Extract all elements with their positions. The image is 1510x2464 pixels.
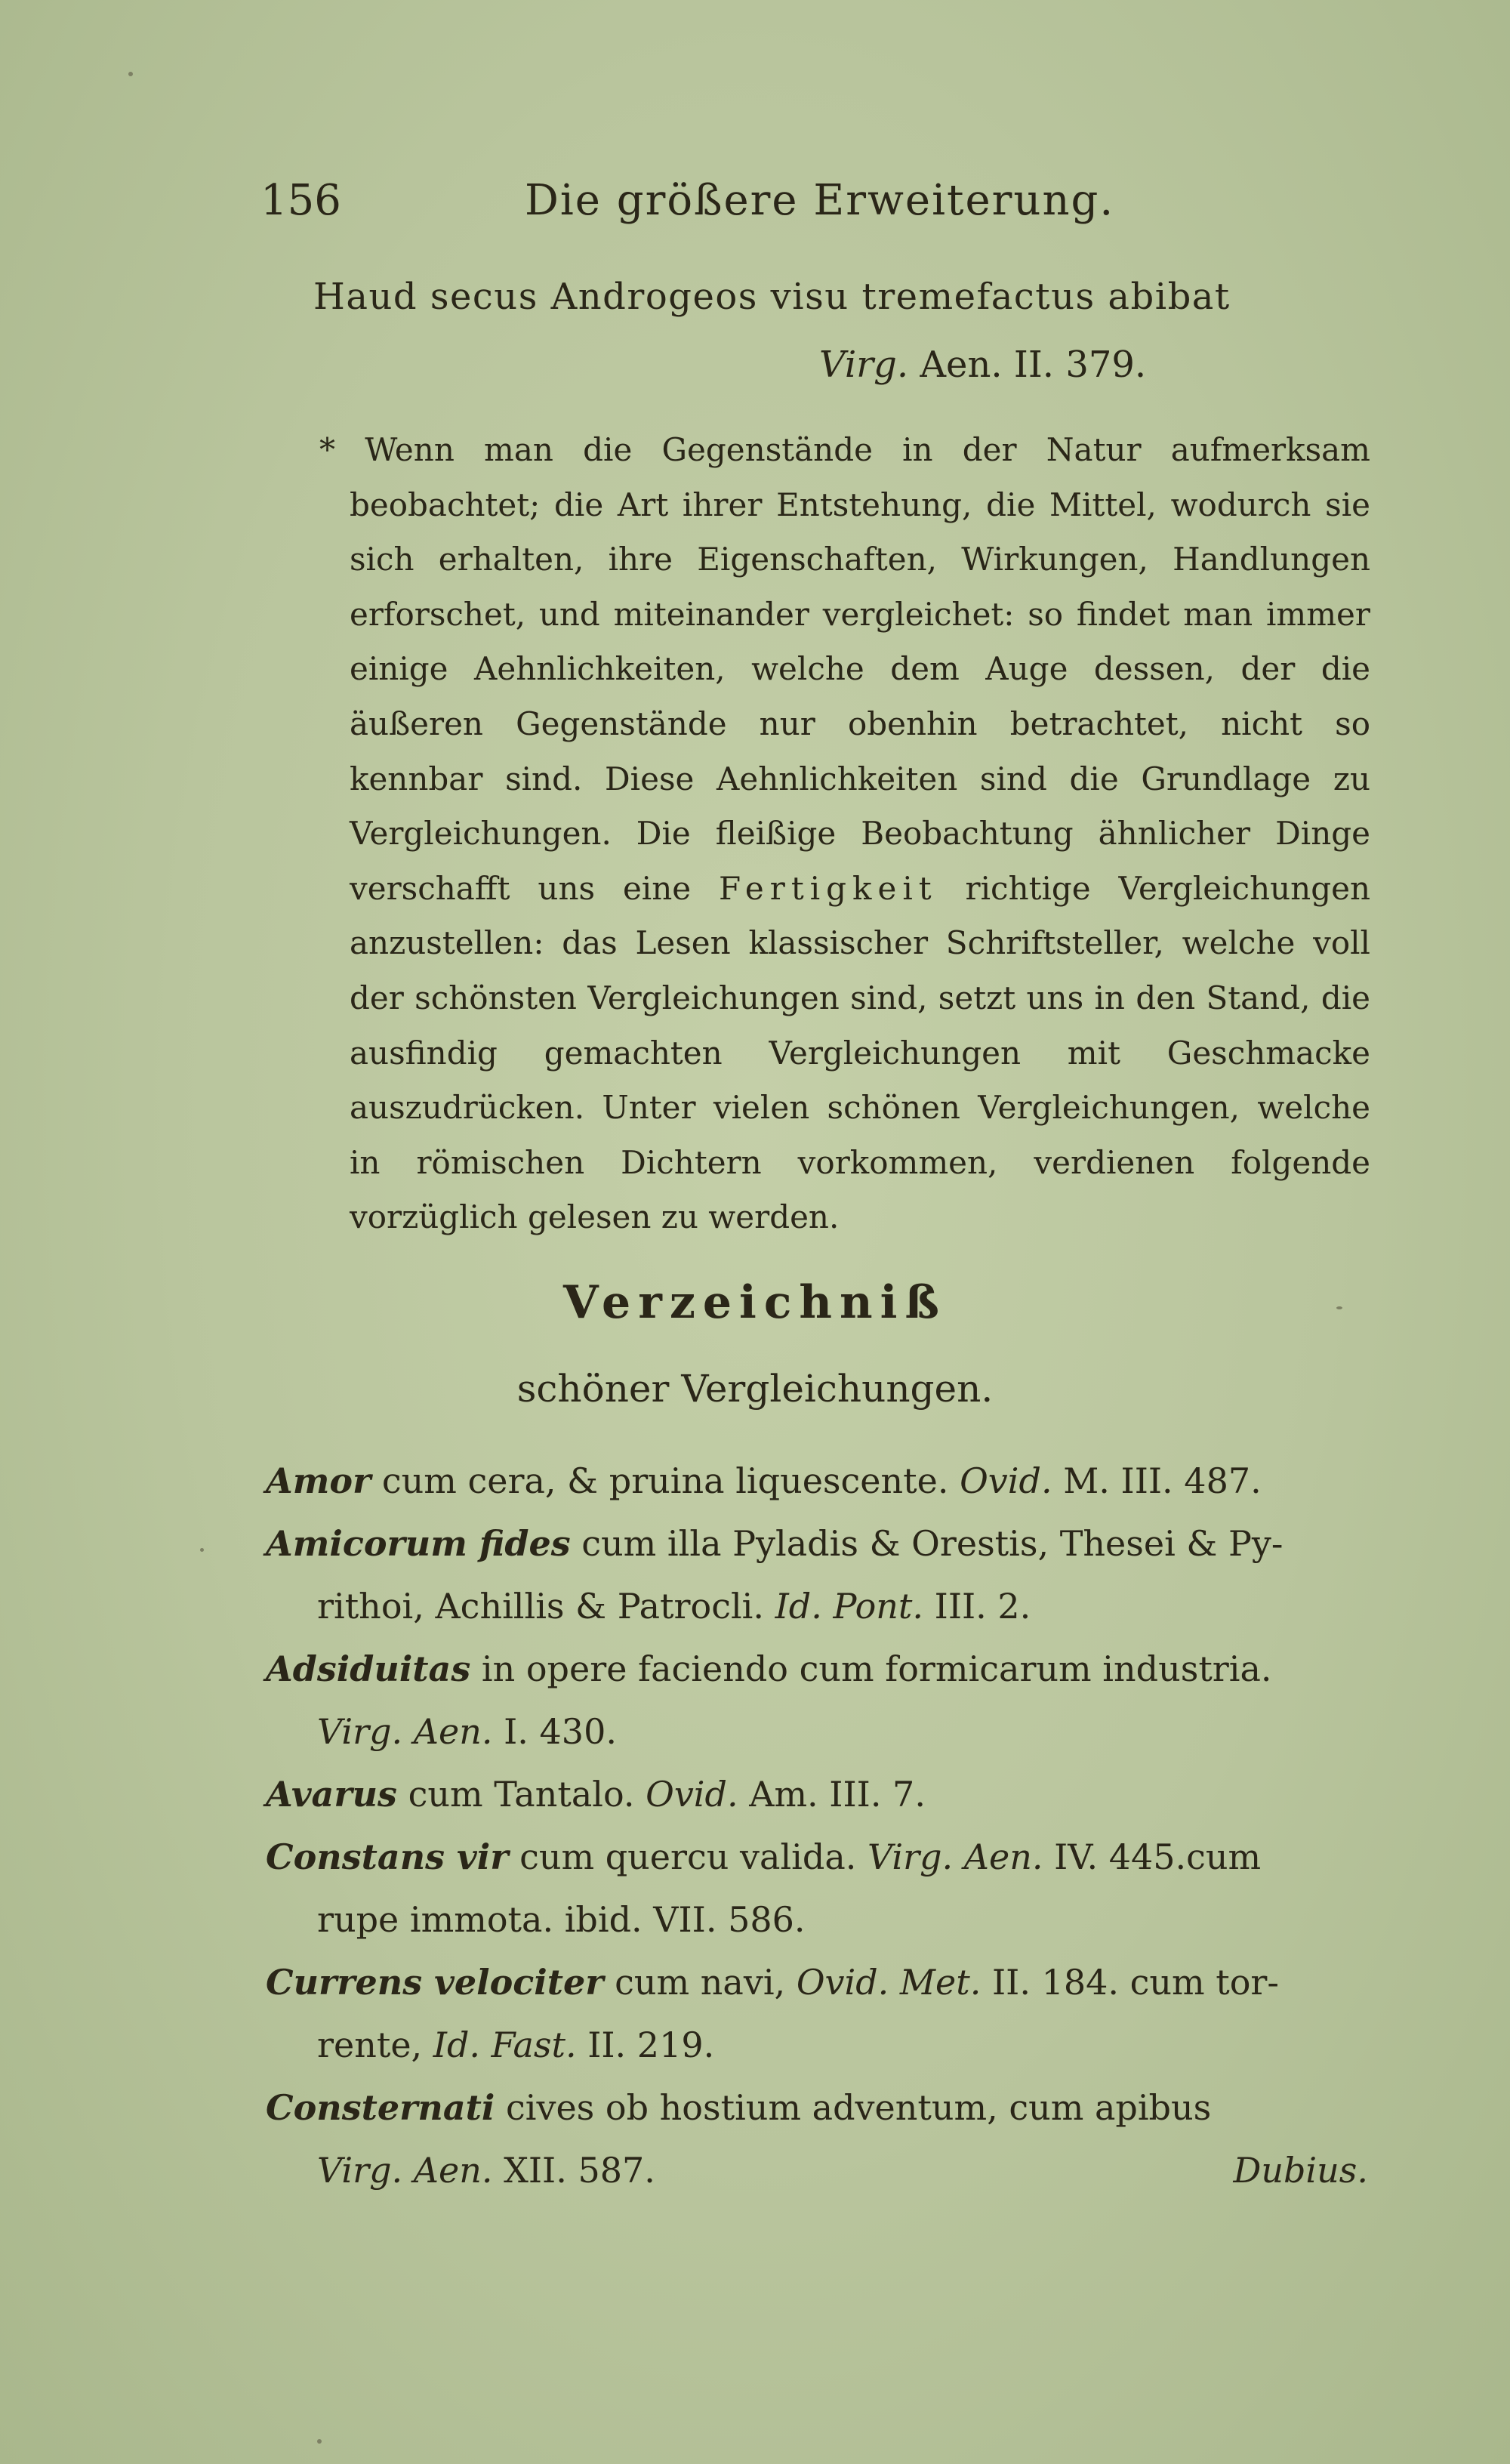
entry-text: cum Tantalo. [408, 1774, 635, 1815]
section-subheading: schöner Vergleichungen. [516, 1367, 994, 1411]
footnote-text-2: richtige Vergleichungen anzustellen: das Lesen klassischer Schriftsteller, welche voll der schönsten Vergleichungen sind, setzt uns in den Stand, die ausfindig gemachten Vergleichungen mit Geschmacke auszudrücken. Unter vielen schönen Vergleichungen, welche in römischen Dichtern vorkommen, verdienen folgende vorzüglich gelesen zu werden. [350, 869, 1371, 1236]
footnote-spaced-word: Fertigkeit [719, 869, 938, 907]
footnote-text-1: Wenn man die Gegenstände in der Natur aufmerksam beobachtet; die Art ihrer Entstehung, die Mittel, wodurch sie sich erhalten, ihre Eigenschaften, Wirkungen, Handlungen erforschet, und miteinander vergleichet: so findet man immer einige Aehnlichkeiten, welche dem Auge dessen, der die äußeren Gegenstände nur obenhin betrachtet, nicht so kennbar sind. Diese Aehnlichkeiten sind die Grundlage zu Vergleichungen. Die fleißige Beobachtung ähnlicher Dinge verschafft uns eine [350, 431, 1371, 907]
entry-text: cum navi, [615, 1962, 786, 2003]
entry-ref: II. 219. [587, 2025, 715, 2065]
section-heading: Verzeichniß [562, 1276, 948, 1329]
entry-ref: M. III. 487. [1063, 1460, 1262, 1501]
entry-ref: IV. 445.cum [1054, 1836, 1262, 1877]
entry-ref: Am. III. 7. [749, 1774, 926, 1815]
footnote-marker: * [319, 431, 335, 468]
motto-author: Virg. [819, 344, 909, 386]
entry-text: in opere faciendo cum formicarum industria. [481, 1648, 1272, 1689]
entry-cite: Ovid. Met. [796, 1962, 982, 2003]
motto-quote: Haud secus Androgeos visu tremefactus abibat [313, 276, 1231, 318]
entry-lead: Avarus [266, 1774, 397, 1815]
entry-cite: Virg. Aen. [317, 2150, 493, 2191]
list-item [266, 1513, 1368, 1638]
comparison-list [266, 1450, 1368, 2202]
running-header [260, 170, 1287, 238]
paper-speck [317, 2439, 322, 2444]
entry-ref: II. 184. cum tor- [991, 1962, 1279, 2003]
entry-lead: Amor [266, 1460, 371, 1501]
entry-text: cives ob hostium adventum, cum apibus [505, 2087, 1212, 2128]
entry-signature: Dubius. [1233, 2150, 1368, 2191]
motto-source [819, 344, 1146, 386]
entry-ref: III. 2. [934, 1586, 1031, 1627]
entry-ref: XII. 587. [504, 2150, 655, 2191]
entry-lead: Consternati [266, 2087, 495, 2128]
list-item [266, 1826, 1368, 1951]
page-number: 156 [260, 176, 341, 225]
list-item [266, 1638, 1368, 1763]
list-item [266, 1763, 1368, 1826]
list-item [266, 2077, 1368, 2202]
entry-ref: I. 430. [504, 1711, 617, 1752]
entry-cite: Ovid. [960, 1460, 1052, 1501]
entry-text: cum illa Pyladis & Orestis, Thesei & Py- [581, 1523, 1284, 1564]
entry-lead: Amicorum fides [266, 1523, 571, 1564]
entry-cite: Id. Fast. [433, 2025, 577, 2065]
running-title: Die größere Erweiterung. [525, 176, 1115, 225]
entry-continuation: rithoi, Achillis & Patrocli. [317, 1586, 765, 1627]
entry-cite: Virg. Aen. [317, 1711, 493, 1752]
entry-continuation: rente, [317, 2025, 423, 2065]
list-item [266, 1951, 1368, 2077]
entry-lead: Constans vir [266, 1836, 509, 1877]
entry-cite: Ovid. [646, 1774, 738, 1815]
footnote [306, 423, 1370, 1245]
paper-speck [200, 1548, 204, 1552]
entry-cite: Virg. Aen. [867, 1836, 1043, 1877]
motto-reference: Aen. II. 379. [920, 344, 1147, 386]
list-item [266, 1450, 1368, 1513]
paper-speck [1336, 1306, 1342, 1309]
entry-text: cum cera, & pruina liquescente. [381, 1460, 949, 1501]
entry-lead: Currens velociter [266, 1962, 604, 2003]
paper-speck [128, 72, 133, 76]
entry-lead: Adsiduitas [266, 1648, 471, 1689]
entry-text: cum quercu valida. [519, 1836, 857, 1877]
entry-continuation: rupe immota. ibid. VII. 586. [317, 1899, 806, 1940]
entry-cite: Id. Pont. [775, 1586, 924, 1627]
